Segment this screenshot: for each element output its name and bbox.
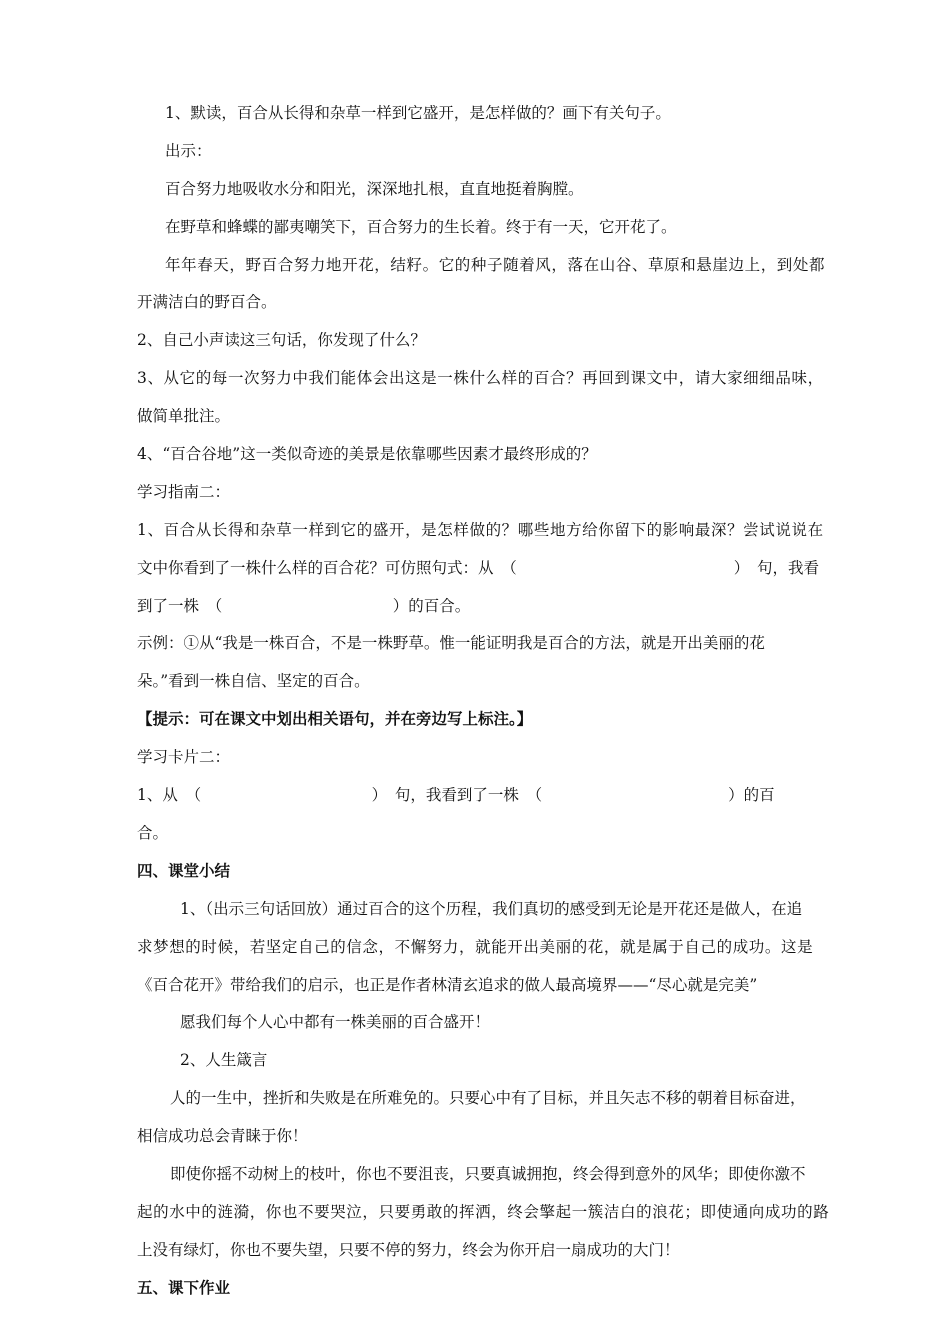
hint-text: 【提示：可在课文中划出相关语句，并在旁边写上标注。】 xyxy=(137,709,533,728)
motto-paragraph-2-line1: 即使你摇不动树上的枝叶，你也不要沮丧，只要真诚拥抱，终会得到意外的风华；即使你激不 xyxy=(170,1165,806,1183)
motto-paragraph-1-line1: 人的一生中，挫折和失败是在所难免的。只要心中有了目标，并且矢志不移的朝着目标奋进， xyxy=(170,1089,806,1107)
question-1-text: 1、默读，百合从长得和杂草一样到它盛开，是怎样做的？画下有关句子。 xyxy=(165,104,671,122)
guide-2-item-1-line1: 1、百合从长得和杂草一样到它的盛开，是怎样做的？哪些地方给你留下的影响最深？尝试说说在 xyxy=(137,521,824,539)
summary-wish: 愿我们每个人心中都有一株美丽的百合盛开！ xyxy=(180,1013,491,1031)
question-2-text: 2、自己小声读这三句话，你发现了什么？ xyxy=(137,331,426,349)
study-guide-2-heading: 学习指南二： xyxy=(137,483,231,501)
summary-1-line3: 《百合花开》带给我们的启示，也正是作者林清玄追求的做人最高境界——“尽心就是完美” xyxy=(137,976,758,994)
section-4-heading: 四、课堂小结 xyxy=(137,861,231,880)
guide-2-item-1-line3: 到了一株 （ ）的百合。 xyxy=(137,597,471,615)
life-motto-heading: 2、人生箴言 xyxy=(180,1051,268,1069)
study-card-2-item-line1: 1、从 （ ） 句，我看到了一株 （ ）的百 xyxy=(137,786,775,804)
question-3-line2: 做简单批注。 xyxy=(137,407,231,425)
example-line2: 朵。”看到一株自信、坚定的百合。 xyxy=(137,672,370,690)
quote-sentence-3-line1: 年年春天，野百合努力地开花，结籽。它的种子随着风，落在山谷、草原和悬崖边上，到处都 xyxy=(165,256,826,274)
example-line1: 示例：①从“我是一株百合，不是一株野草。惟一能证明我是百合的方法，就是开出美丽的花 xyxy=(137,634,765,652)
quote-sentence-2: 在野草和蜂蝶的鄙夷嘲笑下，百合努力的生长着。终于有一天，它开花了。 xyxy=(165,218,677,236)
section-5-heading: 五、课下作业 xyxy=(137,1278,231,1297)
study-card-2-item-line2: 合。 xyxy=(137,824,169,842)
display-label: 出示： xyxy=(165,142,212,160)
motto-paragraph-1-line2: 相信成功总会青睐于你！ xyxy=(137,1127,308,1145)
summary-1-line2: 求梦想的时候，若坚定自己的信念，不懈努力，就能开出美丽的花，就是属于自己的成功。这是 xyxy=(137,938,814,956)
question-3-line1: 3、从它的每一次努力中我们能体会出这是一株什么样的百合？再回到课文中，请大家细细品味， xyxy=(137,369,824,387)
quote-sentence-1: 百合努力地吸收水分和阳光，深深地扎根，直直地挺着胸膛。 xyxy=(165,180,584,198)
guide-2-item-1-line2: 文中你看到了一株什么样的百合花？可仿照句式：从 （ ） 句，我看 xyxy=(137,559,820,577)
question-4-text: 4、“百合谷地”这一类似奇迹的美景是依靠哪些因素才最终形成的？ xyxy=(137,445,597,463)
study-card-2-heading: 学习卡片二： xyxy=(137,748,231,766)
quote-sentence-3-line2: 开满洁白的野百合。 xyxy=(137,293,277,311)
motto-paragraph-2-line2: 起的水中的涟漪，你也不要哭泣，只要勇敢的挥洒，终会擎起一簇洁白的浪花；即使通向成功的路 xyxy=(137,1203,830,1221)
motto-paragraph-2-line3: 上没有绿灯，你也不要失望，只要不停的努力，终会为你开启一扇成功的大门！ xyxy=(137,1241,680,1259)
summary-1-line1: 1、（出示三句话回放）通过百合的这个历程，我们真切的感受到无论是开花还是做人，在追 xyxy=(180,900,803,918)
